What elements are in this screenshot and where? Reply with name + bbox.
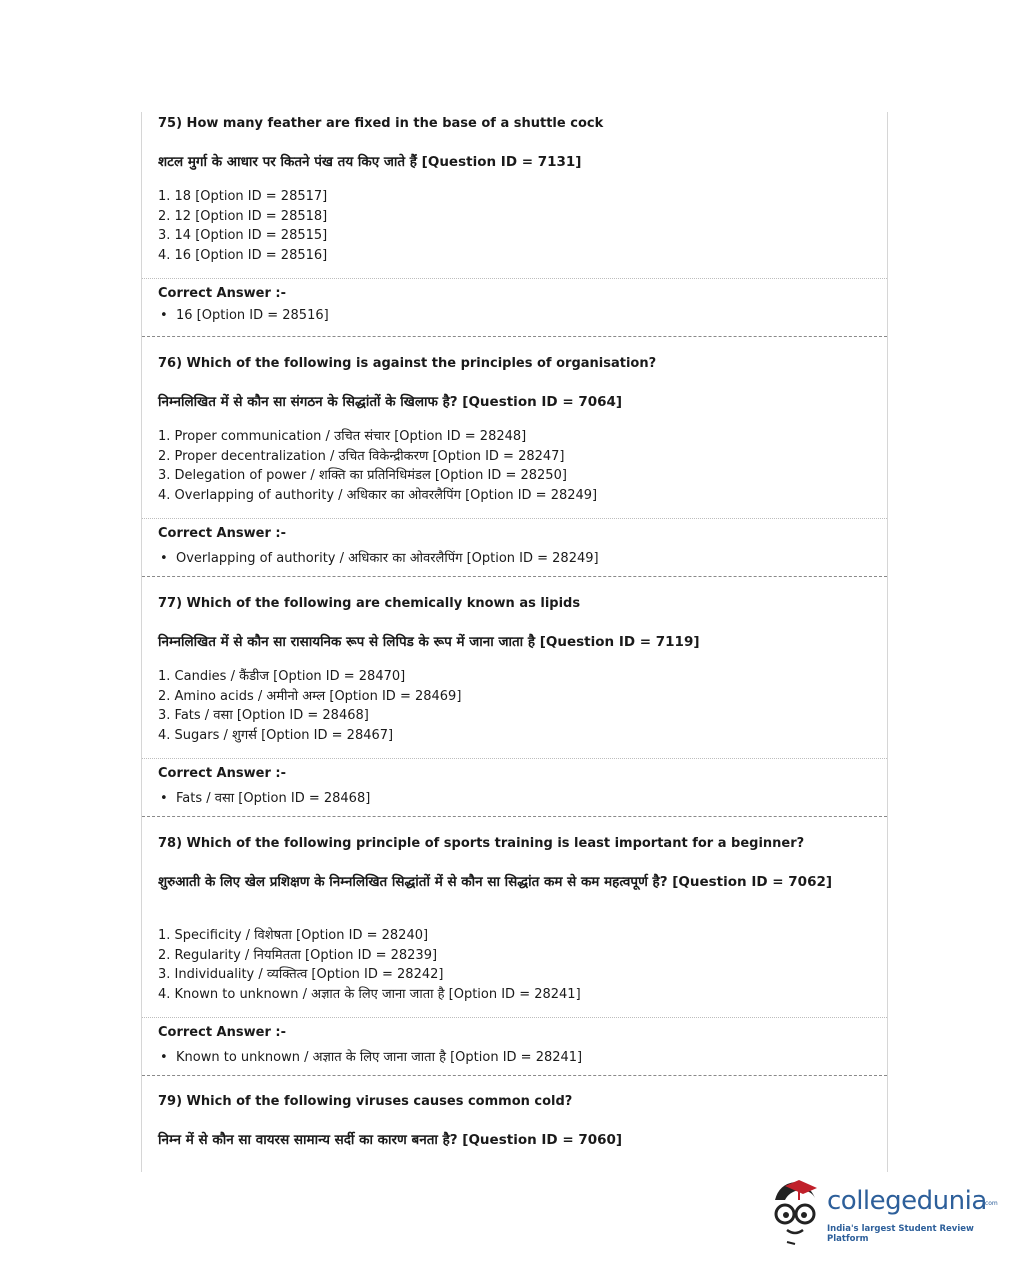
option-1: 1. 18 [Option ID = 28517]	[158, 189, 328, 204]
correct-answer-text: Overlapping of authority / अधिकार का ओवरलैपिंग [Option ID = 28249]	[176, 551, 599, 566]
question-text-hi: शुरुआती के लिए खेल प्रशिक्षण के निम्नलिखित सिद्धांतों में से कौन सा सिद्धांत कम से कम महत्वपूर्ण है? [Question ID = 7062]	[158, 874, 833, 890]
divider	[142, 518, 887, 519]
logo-tagline: India's largest Student Review Platform	[827, 1224, 974, 1244]
option-3: 3. 14 [Option ID = 28515]	[158, 228, 328, 243]
logo-suffix: .com	[983, 1200, 998, 1207]
correct-answer-label: Correct Answer :-	[158, 286, 286, 301]
logo-wordmark: collegedunia	[827, 1186, 987, 1216]
option-2: 2. Amino acids / अमीनो अम्ल [Option ID = 28469]	[158, 688, 462, 704]
question-text-hi: निम्न में से कौन सा वायरस सामान्य सर्दी का कारण बनता है? [Question ID = 7060]	[158, 1132, 623, 1148]
option-4: 4. Overlapping of authority / अधिकार का ओवरलैपिंग [Option ID = 28249]	[158, 487, 598, 503]
option-2: 2. 12 [Option ID = 28518]	[158, 208, 328, 224]
correct-answer-text: 16 [Option ID = 28516]	[176, 308, 329, 323]
correct-answer-text: Fats / वसा [Option ID = 28468]	[176, 791, 371, 806]
correct-answer-value	[160, 1047, 582, 1065]
divider	[142, 1017, 887, 1018]
correct-answer-value	[160, 788, 370, 806]
bullet: •	[160, 551, 168, 566]
correct-answer-label: Correct Answer :-	[158, 526, 286, 541]
correct-answer-text: Known to unknown / अज्ञात के लिए जाना जाता है [Option ID = 28241]	[176, 1050, 583, 1065]
document-page	[141, 112, 888, 1172]
bullet: •	[160, 791, 168, 806]
option-3: 3. Delegation of power / शक्ति का प्रतिनिधिमंडल [Option ID = 28250]	[158, 468, 567, 483]
option-4: 4. Known to unknown / अज्ञात के लिए जाना जाता है [Option ID = 28241]	[158, 986, 581, 1002]
bullet: •	[160, 1050, 168, 1065]
correct-answer-label: Correct Answer :-	[158, 1025, 286, 1040]
divider	[142, 758, 887, 759]
option-1: 1. Specificity / विशेषता [Option ID = 28240]	[158, 928, 429, 943]
question-text-hi: निम्नलिखित में से कौन सा संगठन के सिद्धांतों के खिलाफ है? [Question ID = 7064]	[158, 394, 623, 410]
question-text-hi: निम्नलिखित में से कौन सा रासायनिक रूप से लिपिड के रूप में जाना जाता है [Question ID = 7119]	[158, 634, 700, 650]
question-separator	[142, 576, 887, 577]
correct-answer-label: Correct Answer :-	[158, 766, 286, 781]
collegedunia-logo	[765, 1178, 998, 1248]
options-list	[158, 926, 581, 1004]
option-3: 3. Fats / वसा [Option ID = 28468]	[158, 708, 369, 723]
question-text-en: 79) Which of the following viruses causes common cold?	[158, 1094, 573, 1109]
question-text-en: 76) Which of the following is against the principles of organisation?	[158, 356, 657, 371]
question-text-en: 77) Which of the following are chemically known as lipids	[158, 596, 581, 611]
question-separator	[142, 336, 887, 337]
option-1: 1. Proper communication / उचित संचार [Option ID = 28248]	[158, 429, 527, 444]
question-text-en: 78) Which of the following principle of sports training is least important for a beginner?	[158, 836, 805, 851]
question-separator	[142, 816, 887, 817]
option-2: 2. Regularity / नियमितता [Option ID = 28239]	[158, 947, 438, 963]
question-text-hi: शटल मुर्गा के आधार पर कितने पंख तय किए जाते हैं [Question ID = 7131]	[158, 154, 582, 170]
option-2: 2. Proper decentralization / उचित विकेन्द्रीकरण [Option ID = 28247]	[158, 448, 565, 464]
option-1: 1. Candies / कैंडीज [Option ID = 28470]	[158, 669, 406, 684]
divider	[142, 278, 887, 279]
options-list	[158, 427, 597, 505]
option-4: 4. 16 [Option ID = 28516]	[158, 247, 328, 263]
option-3: 3. Individuality / व्यक्तित्व [Option ID = 28242]	[158, 967, 444, 982]
option-4: 4. Sugars / शुगर्स [Option ID = 28467]	[158, 727, 394, 743]
options-list	[158, 187, 327, 265]
correct-answer-value	[160, 548, 599, 566]
question-separator	[142, 1075, 887, 1076]
correct-answer-value	[160, 308, 329, 323]
bullet: •	[160, 308, 168, 323]
question-text-en: 75) How many feather are fixed in the base of a shuttle cock	[158, 116, 604, 131]
options-list	[158, 667, 461, 745]
mascot-icon	[765, 1178, 825, 1248]
